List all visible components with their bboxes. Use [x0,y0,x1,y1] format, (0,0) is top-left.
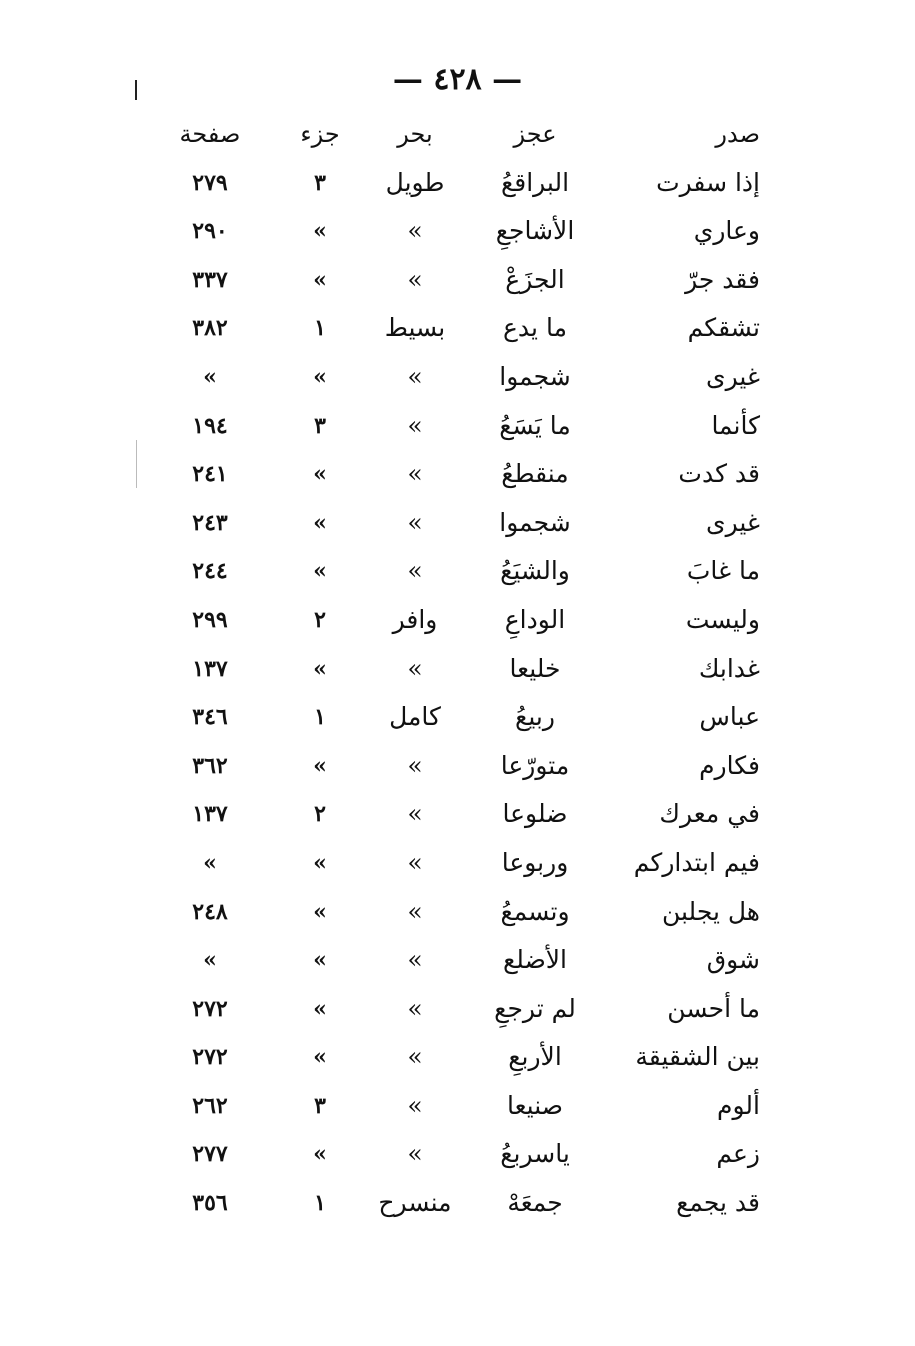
cell-sadr: وليست [685,604,760,634]
cell-sadr: زعم [716,1139,760,1169]
cell-sadr: فيم ابتداركم [633,847,760,877]
cell-bahr: » [407,1042,423,1072]
cell-sadr: بين الشقيقة [635,1042,760,1072]
cell-juz: » [313,1044,327,1071]
cell-juz: » [313,509,327,536]
cell-ajuz: وربوعا [501,847,569,877]
cell-ajuz: شجموا [499,507,571,537]
cell-sadr: ما غابَ [686,556,760,586]
cell-ajuz: منقطعُ [501,459,569,489]
cell-juz: ٢ [314,801,326,828]
cell-juz: » [313,947,327,974]
cell-bahr: » [407,1139,423,1169]
cell-safha: ١٣٧ [192,801,228,828]
cell-juz: » [313,558,327,585]
cell-ajuz: خليعا [509,653,561,683]
cell-juz: » [313,849,327,876]
cell-safha: ٣٤٦ [192,704,228,731]
cell-sadr: قد كدت [678,459,760,489]
cell-safha: ١٣٧ [192,655,228,682]
cell-ajuz: صنيعا [507,1090,563,1120]
cell-bahr: طويل [385,167,445,197]
verse-index-table [150,110,780,1228]
cell-juz: ٣ [314,1092,326,1119]
cell-ajuz: جمعَهْ [507,1188,563,1218]
cell-safha: ٢٦٢ [192,1092,228,1119]
cell-safha: ٢٩٩ [192,606,228,633]
cell-juz: » [313,752,327,779]
cell-bahr: » [407,556,423,586]
cell-sadr: عباس [699,702,760,732]
table-row [150,207,780,256]
table-row [150,353,780,402]
cell-safha: ٣٦٢ [192,752,228,779]
cell-sadr: قد يجمع [676,1188,760,1218]
table-row [150,985,780,1034]
cell-safha: ١٩٤ [192,412,228,439]
header-ajuz: عجز [513,120,557,148]
cell-bahr: كامل [389,702,441,732]
cell-safha: ٢٤٤ [192,558,228,585]
cell-juz: ١ [314,315,326,342]
table-row [150,1130,780,1179]
cell-safha: » [203,849,217,876]
cell-bahr: » [407,653,423,683]
table-row [150,1179,780,1228]
table-row [150,402,780,451]
cell-bahr: » [407,799,423,829]
cell-sadr: إذا سفرت [656,167,760,197]
cell-safha: ٢٧٧ [192,1141,228,1168]
cell-juz: » [313,995,327,1022]
table-row [150,256,780,305]
cell-sadr: غيرى [706,361,760,391]
cell-ajuz: ضلوعا [502,799,568,829]
cell-ajuz: ما يدع [503,313,567,343]
cell-safha: ٣٨٢ [192,315,228,342]
cell-bahr: » [407,945,423,975]
cell-safha: ٣٣٧ [192,266,228,293]
table-row [150,742,780,791]
cell-safha: ٢٩٠ [192,218,228,245]
margin-mark [136,440,137,488]
cell-ajuz: ربيعُ [515,702,555,732]
cell-bahr: » [407,264,423,294]
cell-bahr: » [407,216,423,246]
cell-ajuz: الجزَعْ [505,264,565,294]
cell-sadr: تشقكم [687,313,760,343]
cell-sadr: وعاري [693,216,760,246]
table-row [150,936,780,985]
cell-safha: » [203,947,217,974]
cell-ajuz: ياسربعُ [500,1139,570,1169]
cell-juz: ٢ [314,606,326,633]
cell-bahr: » [407,750,423,780]
cell-sadr: في معرك [659,799,760,829]
cell-ajuz: ما يَسَعُ [499,410,571,440]
cell-safha: ٢٤٣ [192,509,228,536]
cell-sadr: كأنما [711,410,760,440]
cell-sadr: هل يجلبن [661,896,760,926]
cell-juz: » [313,266,327,293]
cell-bahr: » [407,507,423,537]
cell-safha: ٢٤١ [192,461,228,488]
cell-bahr: » [407,361,423,391]
cell-juz: ١ [314,1190,326,1217]
cell-bahr: » [407,410,423,440]
cell-bahr: » [407,847,423,877]
cell-safha: ٢٧٢ [192,995,228,1022]
cell-sadr: فقد جرّ [685,264,760,294]
cell-sadr: ألوم [717,1090,760,1120]
cell-bahr: منسرح [378,1188,452,1218]
cell-ajuz: شجموا [499,361,571,391]
cell-sadr: فكارم [699,750,760,780]
header-juz: جزء [300,120,340,148]
table-row [150,839,780,888]
cell-ajuz: وتسمعُ [500,896,570,926]
cell-bahr: » [407,459,423,489]
table-row [150,304,780,353]
cell-ajuz: متورّعا [500,750,570,780]
table-row [150,499,780,548]
cell-ajuz: لم ترجعِ [494,993,576,1023]
table-row [150,1033,780,1082]
page-number: — ٤٢٨ — [392,62,523,97]
cell-juz: » [313,898,327,925]
cell-ajuz: البراقعُ [500,167,570,197]
cell-juz: » [313,1141,327,1168]
cell-ajuz: والشيَعُ [500,556,570,586]
cell-sadr: غيرى [706,507,760,537]
cell-safha: » [203,363,217,390]
cell-sadr: غدابك [698,653,760,683]
table-row [150,645,780,694]
cell-juz: ٣ [314,169,326,196]
cell-sadr: شوق [706,945,760,975]
cell-bahr: » [407,896,423,926]
header-bahr: بحر [397,120,433,148]
table-row [150,596,780,645]
cell-bahr: وافر [392,604,438,634]
table-row [150,888,780,937]
cell-ajuz: الأربعِ [508,1042,562,1072]
cell-juz: ٣ [314,412,326,439]
cell-juz: ١ [314,704,326,731]
cell-juz: » [313,363,327,390]
cell-bahr: » [407,1090,423,1120]
cell-safha: ٢٧٢ [192,1044,228,1071]
table-row [150,790,780,839]
cell-juz: » [313,655,327,682]
cell-bahr: بسيط [384,313,446,343]
cell-safha: ٢٤٨ [192,898,228,925]
cell-ajuz: الوداعِ [504,604,566,634]
cell-juz: » [313,218,327,245]
header-sadr: صدر [715,120,760,148]
table-row [150,693,780,742]
table-row [150,1082,780,1131]
table-row [150,159,780,208]
table-header [150,110,780,159]
table-row [150,547,780,596]
cell-bahr: » [407,993,423,1023]
header-safha: صفحة [179,120,241,148]
cell-safha: ٢٧٩ [192,169,228,196]
cell-sadr: ما أحسن [667,993,760,1023]
table-body [150,159,780,1228]
cell-ajuz: الأضلع [502,945,567,975]
table-row [150,450,780,499]
cell-ajuz: الأشاجعِ [495,216,575,246]
cell-juz: » [313,461,327,488]
cell-safha: ٣٥٦ [192,1190,228,1217]
